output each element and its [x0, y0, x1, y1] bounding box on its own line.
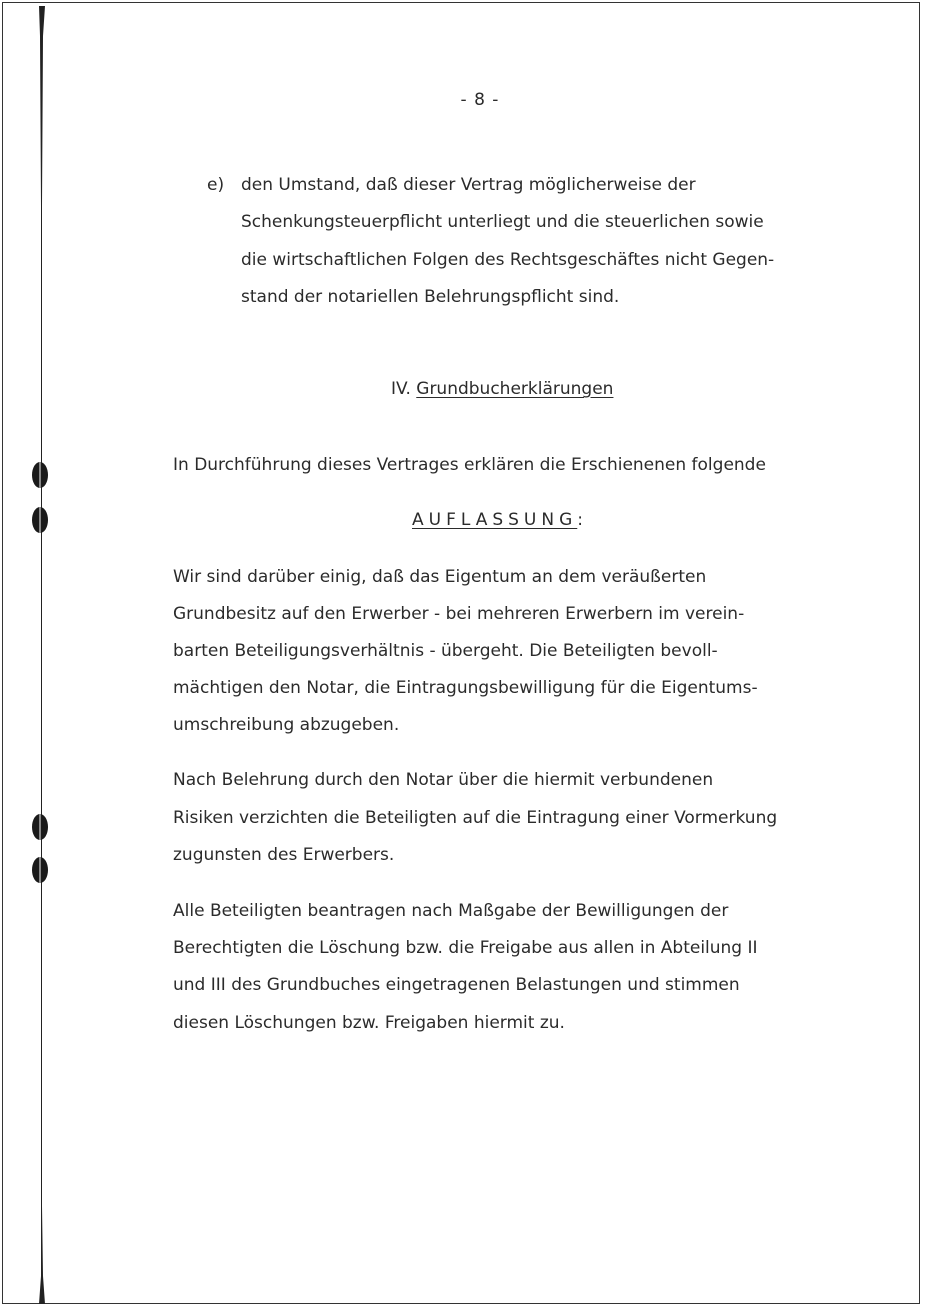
paragraph-line: Berechtigten die Löschung bzw. die Freigabe aus allen in Abteilung II	[173, 938, 758, 958]
punch-hole-icon	[30, 812, 50, 842]
punch-hole-icon	[30, 460, 50, 490]
list-marker-e: e)	[207, 175, 225, 195]
item-e-line: den Umstand, daß dieser Vertrag möglicherweise der	[241, 175, 696, 195]
paragraph-line: Grundbesitz auf den Erwerber - bei mehreren Erwerbern im verein-	[173, 604, 745, 624]
paragraph-line: und III des Grundbuches eingetragenen Belastungen und stimmen	[173, 975, 740, 995]
section-heading	[391, 379, 613, 399]
paragraph-line: zugunsten des Erwerbers.	[173, 845, 395, 865]
paragraph-line: diesen Löschungen bzw. Freigaben hiermit zu.	[173, 1013, 565, 1033]
intro-text: In Durchführung dieses Vertrages erklären die Erschienenen folgende	[173, 455, 766, 475]
auflassung-suffix: :	[577, 510, 588, 530]
item-e-line: die wirtschaftlichen Folgen des Rechtsgeschäftes nicht Gegen-	[241, 250, 775, 270]
punch-hole-icon	[30, 855, 50, 885]
section-title: Grundbucherklärungen	[416, 379, 614, 399]
paragraph-line: Nach Belehrung durch den Notar über die hiermit verbundenen	[173, 770, 714, 790]
paragraph-line: Alle Beteiligten beantragen nach Maßgabe der Bewilligungen der	[173, 901, 729, 921]
page-number: - 8 -	[460, 90, 500, 110]
auflassung-heading	[412, 510, 588, 530]
scan-binding-shadow	[38, 6, 46, 1304]
paragraph-line: umschreibung abzugeben.	[173, 715, 400, 735]
paragraph-line: barten Beteiligungsverhältnis - übergeht. Die Beteiligten bevoll-	[173, 641, 718, 661]
paragraph-line: Wir sind darüber einig, daß das Eigentum an dem veräußerten	[173, 567, 707, 587]
punch-hole-icon	[30, 505, 50, 535]
item-e-line: stand der notariellen Belehrungspflicht sind.	[241, 287, 620, 307]
paragraph-line: Risiken verzichten die Beteiligten auf die Eintragung einer Vormerkung	[173, 808, 778, 828]
section-numeral: IV.	[391, 379, 411, 399]
paragraph-line: mächtigen den Notar, die Eintragungsbewilligung für die Eigentums-	[173, 678, 758, 698]
auflassung-word: AUFLASSUNG	[412, 510, 578, 530]
item-e-line: Schenkungsteuerpflicht unterliegt und die steuerlichen sowie	[241, 212, 764, 232]
